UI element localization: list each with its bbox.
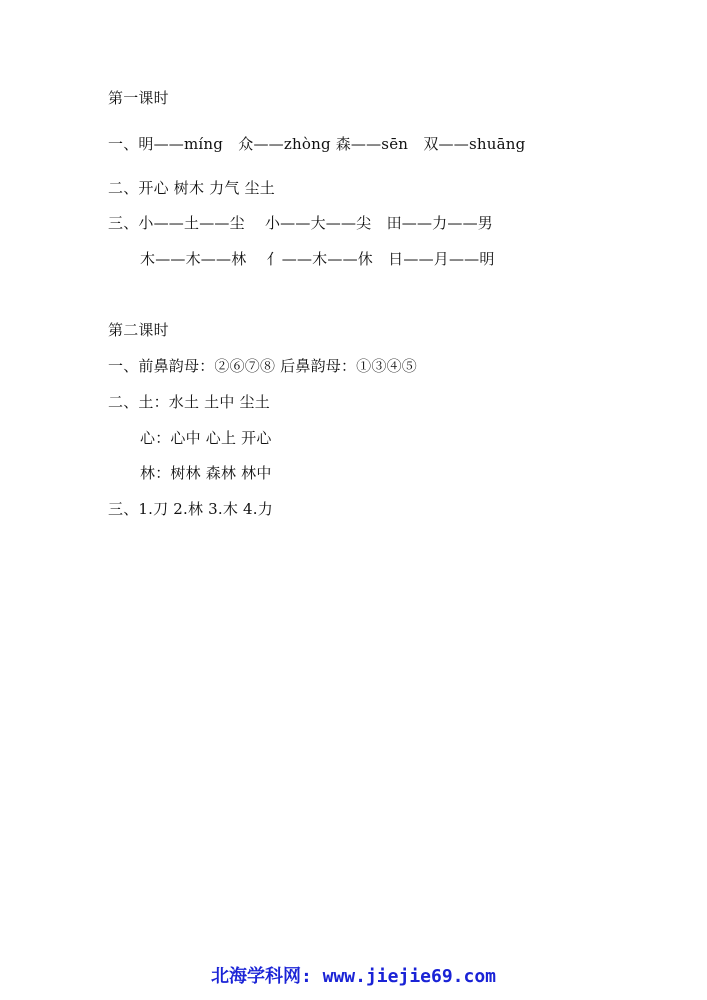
lesson1-heading: 第一课时	[108, 89, 169, 107]
lesson1-question3-line2: 木——木——林 亻——木——休 日——月——明	[140, 250, 495, 268]
lesson2-question1: 一、前鼻韵母：②⑥⑦⑧ 后鼻韵母：①③④⑤	[108, 357, 417, 375]
footer-website-link[interactable]: 北海学科网: www.jiejie69.com	[210, 966, 497, 987]
lesson1-question2: 二、开心 树木 力气 尘土	[108, 179, 275, 197]
lesson1-question3-line1: 三、小——土——尘 小——大——尖 田——力——男	[108, 214, 493, 232]
lesson2-question2-line1: 二、土：水土 土中 尘土	[108, 393, 270, 411]
lesson2-question2-line2: 心：心中 心上 开心	[140, 429, 272, 447]
lesson1-question1: 一、明——míng 众——zhòng 森——sēn 双——shuāng	[108, 135, 526, 153]
lesson2-heading: 第二课时	[108, 321, 169, 339]
lesson2-question3: 三、1.刀 2.林 3.木 4.力	[108, 500, 273, 518]
lesson2-question2-line3: 林：树林 森林 林中	[140, 464, 272, 482]
